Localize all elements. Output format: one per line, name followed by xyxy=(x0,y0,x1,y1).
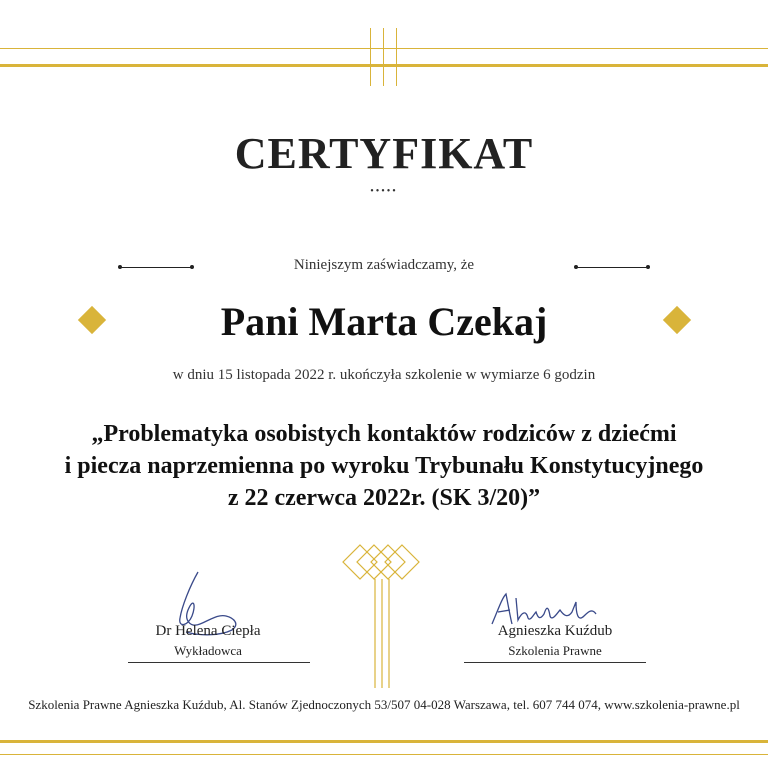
completion-description: w dniu 15 listopada 2022 r. ukończyła szkolenie w wymiarze 6 godzin xyxy=(172,367,596,383)
course-title xyxy=(0,418,768,514)
top-border-thick xyxy=(0,64,768,67)
course-title-line-1: „Problematyka osobistych kontaktów rodziców z dziećmi xyxy=(91,421,677,447)
center-diamond-ornament xyxy=(340,540,430,690)
course-title-line-2: i piecza naprzemienna po wyroku Trybunału Konstytucyjnego xyxy=(64,453,704,479)
right-signatory-role: Szkolenia Prawne xyxy=(508,643,602,658)
intro-text: Niniejszym zaświadczamy, że xyxy=(293,257,475,273)
bottom-border-thin xyxy=(0,754,768,755)
top-ornament-bar-2 xyxy=(383,28,384,86)
left-signatory-role: Wykładowca xyxy=(174,643,242,658)
certificate-title: CERTYFIKAT xyxy=(234,129,534,178)
left-signature-line xyxy=(128,662,310,663)
bottom-border-thick xyxy=(0,740,768,743)
right-signature-line xyxy=(464,662,646,663)
recipient-name: Pani Marta Czekaj xyxy=(220,299,548,344)
title-ornament-dots: ••••• xyxy=(370,186,398,197)
top-ornament-bar-1 xyxy=(370,28,371,86)
course-title-line-3: z 22 czerwca 2022r. (SK 3/20)” xyxy=(227,485,541,511)
footer-contact-info: Szkolenia Prawne Agnieszka Kuźdub, Al. Stanów Zjednoczonych 53/507 04-028 Warszawa, tel. 607 744 074, www.szkolenia-prawne.pl xyxy=(28,697,740,712)
left-signatory-name: Dr Helena Ciepła xyxy=(155,623,261,639)
right-signatory-name: Agnieszka Kuźdub xyxy=(497,623,613,639)
top-ornament-bar-3 xyxy=(396,28,397,86)
top-border-thin xyxy=(0,48,768,49)
